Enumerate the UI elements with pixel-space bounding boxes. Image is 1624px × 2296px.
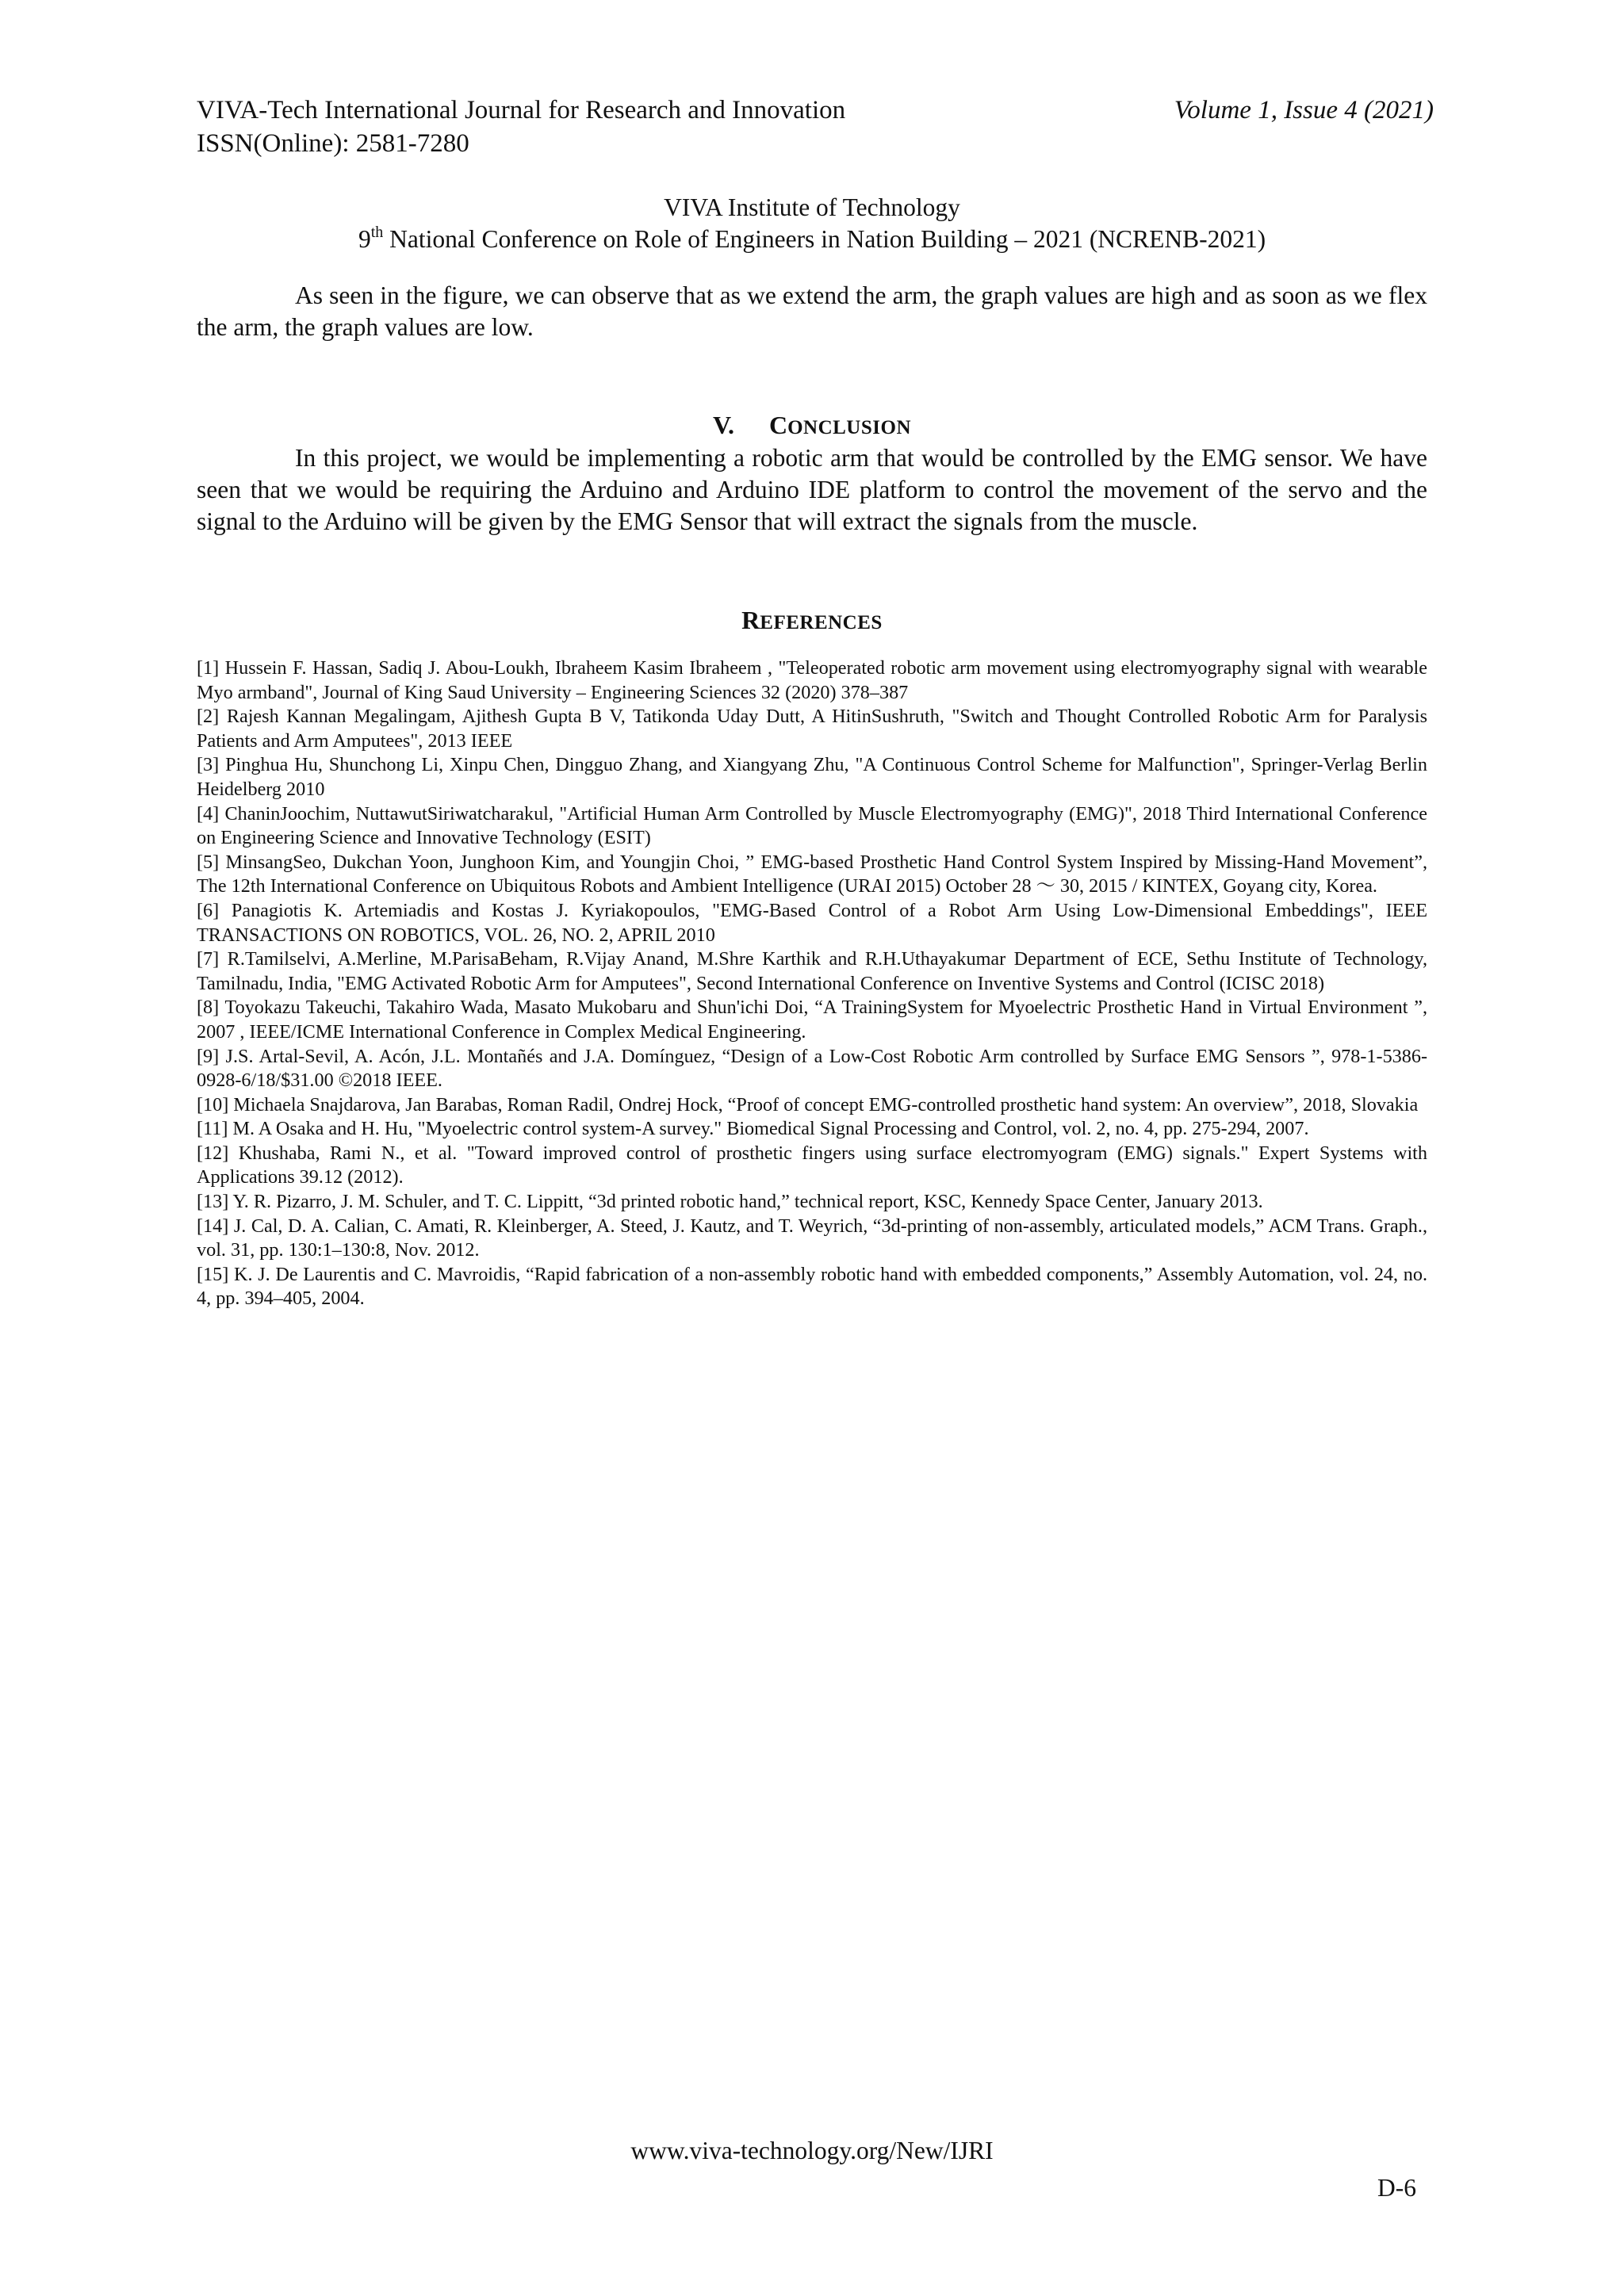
page-number: D-6 [1377, 2174, 1416, 2202]
reference-item: [9] J.S. Artal-Sevil, A. Acón, J.L. Montañés and J.A. Domínguez, “Design of a Low-Cost Robotic Arm controlled by Surface EMG Sensors ”, 978-1-5386-0928-6/18/$31.00 ©2018 IEEE. [197, 1045, 1427, 1092]
conclusion-paragraph: In this project, we would be implementing a robotic arm that would be controlled by the EMG sensor. We have seen that we would be requiring the Arduino and Arduino IDE platform to control the movement of the servo and the signal to the Arduino will be given by the EMG Sensor that will extract the signals from the muscle. [197, 444, 1427, 535]
conference-ordinal: 9 [358, 225, 371, 253]
reference-item: [6] Panagiotis K. Artemiadis and Kostas J. Kyriakopoulos, "EMG-Based Control of a Robot Arm Using Low-Dimensional Embeddings", IEEE TRANSACTIONS ON ROBOTICS, VOL. 26, NO. 2, APRIL 2010 [197, 899, 1427, 946]
reference-item: [12] Khushaba, Rami N., et al. "Toward improved control of prosthetic fingers using surface electromyogram (EMG) signals." Expert Systems with Applications 39.12 (2012). [197, 1142, 1427, 1188]
reference-item: [10] Michaela Snajdarova, Jan Barabas, Roman Radil, Ondrej Hock, “Proof of concept EMG-controlled prosthetic hand system: An overview”, 2018, Slovakia [197, 1093, 1419, 1115]
conference-ordinal-suffix: th [370, 223, 384, 241]
issn: ISSN(Online): 2581-7280 [197, 129, 469, 158]
conference-banner [197, 192, 1427, 255]
section-heading-conclusion [197, 409, 1427, 444]
section-number: V. [712, 411, 734, 439]
reference-item: [13] Y. R. Pizarro, J. M. Schuler, and T. C. Lippitt, “3d printed robotic hand,” technical report, KSC, Kennedy Space Center, January 2013. [197, 1191, 1263, 1213]
reference-item: [2] Rajesh Kannan Megalingam, Ajithesh Gupta B V, Tatikonda Uday Dutt, A HitinSushruth, "Switch and Thought Controlled Robotic Arm for Paralysis Patients and Arm Amputees", 2013 IEEE [197, 706, 1427, 752]
footer-url[interactable]: www.viva-technology.org/New/IJRI [630, 2137, 994, 2164]
journal-name: VIVA-Tech International Journal for Research and Innovation [197, 96, 846, 124]
conference-title: National Conference on Role of Engineers in Nation Building – 2021 (NCRENB-2021) [383, 225, 1266, 253]
references-title-rest: EFERENCES [760, 612, 883, 633]
reference-item: [11] M. A Osaka and H. Hu, "Myoelectric control system-A survey." Biomedical Signal Processing and Control, vol. 2, no. 4, pp. 275-294, 2007. [197, 1118, 1309, 1140]
reference-item: [7] R.Tamilselvi, A.Merline, M.ParisaBeham, R.Vijay Anand, M.Shre Karthik and R.H.Uthayakumar Department of ECE, Sethu Institute of Technology, Tamilnadu, India, "EMG Activated Robotic Arm for Amputees", Second International Conference on Inventive Systems and Control (ICISC 2018) [197, 948, 1427, 994]
references-title-initial: R [741, 606, 760, 634]
volume-issue: Volume 1, Issue 4 (2021) [1174, 96, 1434, 124]
conference-name [197, 224, 1427, 255]
reference-list [197, 656, 1427, 1311]
reference-item: [5] MinsangSeo, Dukchan Yoon, Junghoon Kim, and Youngjin Choi, ” EMG-based Prosthetic Hand Control System Inspired by Missing-Hand Movement”, The 12th International Conference on Ubiquitous Robots and Ambient Intelligence (URAI 2015) October 28 ～ 30, 2015 / KINTEX, Goyang city, Korea. [197, 851, 1427, 897]
reference-item: [1] Hussein F. Hassan, Sadiq J. Abou-Loukh, Ibraheem Kasim Ibraheem , "Teleoperated robotic arm movement using electromyography signal with wearable Myo armband", Journal of King Saud University – Engineering Sciences 32 (2020) 378–387 [197, 657, 1427, 703]
reference-item: [3] Pinghua Hu, Shunchong Li, Xinpu Chen, Dingguo Zhang, and Xiangyang Zhu, "A Continuous Control Scheme for Malfunction", Springer-Verlag Berlin Heidelberg 2010 [197, 754, 1427, 800]
reference-item: [8] Toyokazu Takeuchi, Takahiro Wada, Masato Mukobaru and Shun'ichi Doi, “A TrainingSystem for Myoelectric Prosthetic Hand in Virtual Environment ”, 2007 , IEEE/ICME International Conference in Complex Medical Engineering. [197, 997, 1427, 1043]
institute-name: VIVA Institute of Technology [664, 193, 960, 221]
section-heading-references [197, 604, 1427, 639]
intro-paragraph: As seen in the figure, we can observe that as we extend the arm, the graph values are high and as soon as we flex the arm, the graph values are low. [197, 281, 1427, 341]
reference-item: [15] K. J. De Laurentis and C. Mavroidis, “Rapid fabrication of a non-assembly robotic hand with embedded components,” Assembly Automation, vol. 24, no. 4, pp. 394–405, 2004. [197, 1263, 1427, 1310]
section-title-initial: C [768, 411, 788, 439]
reference-item: [4] ChaninJoochim, NuttawutSiriwatcharakul, "Artificial Human Arm Controlled by Muscle Electromyography (EMG)", 2018 Third International Conference on Engineering Science and Innovative Technology (ESIT) [197, 802, 1427, 849]
reference-item: [14] J. Cal, D. A. Calian, C. Amati, R. Kleinberger, A. Steed, J. Kautz, and T. Weyrich, “3d-printing of non-assembly, articulated models,” ACM Trans. Graph., vol. 31, pp. 130:1–130:8, Nov. 2012. [197, 1215, 1427, 1261]
running-header-left [197, 94, 845, 160]
section-title-rest: ONCLUSION [787, 417, 911, 438]
